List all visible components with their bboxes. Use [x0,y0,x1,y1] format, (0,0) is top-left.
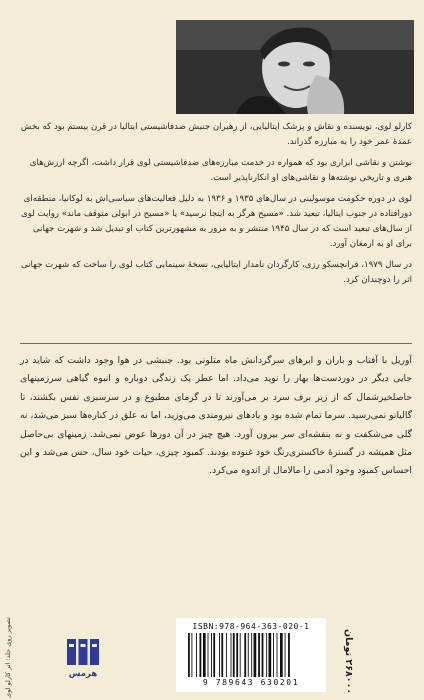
barcode-bar [208,633,209,677]
bio-paragraph: نوشتن و نقاشی ابزاری بود که همواره در خدمت مبارزه‌های ضدفاشیستی لوی قرار داشت، اگرچه ارزش‌های هنری و تاریخی نوشته‌ها و نقاشی‌های او انکارناپذیر است. [29,158,412,183]
barcode-bar [266,633,267,677]
barcode-bar [285,633,286,677]
barcode-digits: 9 789643 630201 [202,678,300,687]
book-excerpt: آوریل با آفتاب و باران و ابرهای سرگردانش ماه متلونی بود. جنبشی در هوا وجود داشت که شاید در جایی دیگر در دوردست‌ها بهار را نوید می‌داد. اما عطر یک زندگی دوباره و انبوه گیاهی سرزمینهای حاصلخیزشمال که از زیر برف سرد بر می‌آورند تا در گرمای مطبوع و در سرسبزی نفس بکشند، تا گالیانو نمی‌رسید. سرما تمام شده بود و بادهای نیرومندی می‌وزید، اما نه علق در کناره‌ها سبز می‌شد، نه گلی می‌شکفت و نه بنفشه‌ای سر بیرون آورد. هیچ چیز در آن دورها عوض نمی‌شد. زمینهای بی‌حاصل مثل همیشه در گسترهٔ خاکستری‌رنگ خود غنوده بودند. کمبود چیزی، حیات خود سال، حس می‌شد و این احساس کمبود وجود آدمی را مالامال از اندوه می‌کرد. [20,355,412,477]
barcode-bar [262,633,264,677]
cover-photo-credit: تصویر روی جلد: اثر کارلو لوی [4,617,12,698]
barcode-bar [248,633,249,677]
barcode-bar [244,633,246,677]
price: ۲۶۸۰۰۰ تومان [343,628,354,694]
bio-paragraph: لوی در دوره حکومت موسولینی در سال‌های ۱۹۳۵ و ۱۹۳۶ به دلیل فعالیت‌های سیاسی‌اش به لوکانیا، منطقه‌ای دورافتاده در جنوب ایتالیا، تبعید شد. «مسیح هرگز به اینجا نرسید» یا «مسیح در ابولی متوقف ماند» روایت لوی از سال‌های تبعید است که در سال ۱۹۴۵ منتشر و به مرور به مشهورترین کتاب او تبدیل شد و شهرت جهانی برای او به ارمغان آورد. [20,194,412,249]
barcode-bar [188,633,190,677]
barcode-bar [280,633,283,677]
barcode-bar [269,633,272,677]
barcode-bar [288,633,290,677]
publisher-logo [66,636,100,686]
barcode-bar [231,633,232,677]
author-photo [176,20,414,114]
barcode-bar [233,633,235,677]
barcode-bar [203,633,206,677]
barcode-bar [254,633,257,677]
barcode-bar [211,633,212,677]
barcode-bar [273,633,274,677]
barcode-bar [236,633,238,677]
bio-paragraph: کارلو لوی، نویسنده و نقاش و پزشک ایتالیایی، از رهبران جنبش ضدفاشیستی ایتالیا در قرن بیستم بود که بخش عمدهٔ عمر خود را به مبارزه گذراند. [20,122,412,147]
barcode-bar [191,633,192,677]
publisher-logo-icon [66,636,100,668]
barcode-bar [221,633,223,677]
publisher-name: هرمس [68,669,98,679]
barcode-bar [258,633,260,677]
barcode [186,633,316,677]
barcode-bar [240,633,241,677]
isbn-label: ISBN:978-964-363-020-1 [192,622,310,631]
author-biography [20,120,412,294]
barcode-bar [251,633,252,677]
barcode-bar [213,633,215,677]
barcode-bar [277,633,278,677]
divider [20,343,412,344]
barcode-bar [219,633,220,677]
barcode-bar [226,633,227,677]
bio-paragraph: در سال ۱۹۷۹، فرانچسکو رزی، کارگردان نامدار ایتالیایی، نسخهٔ سینمایی کتاب لوی را ساخت که شهرت جهانی اثر را دوچندان کرد. [20,260,412,285]
barcode-bar [196,633,197,677]
barcode-bar [200,633,202,677]
